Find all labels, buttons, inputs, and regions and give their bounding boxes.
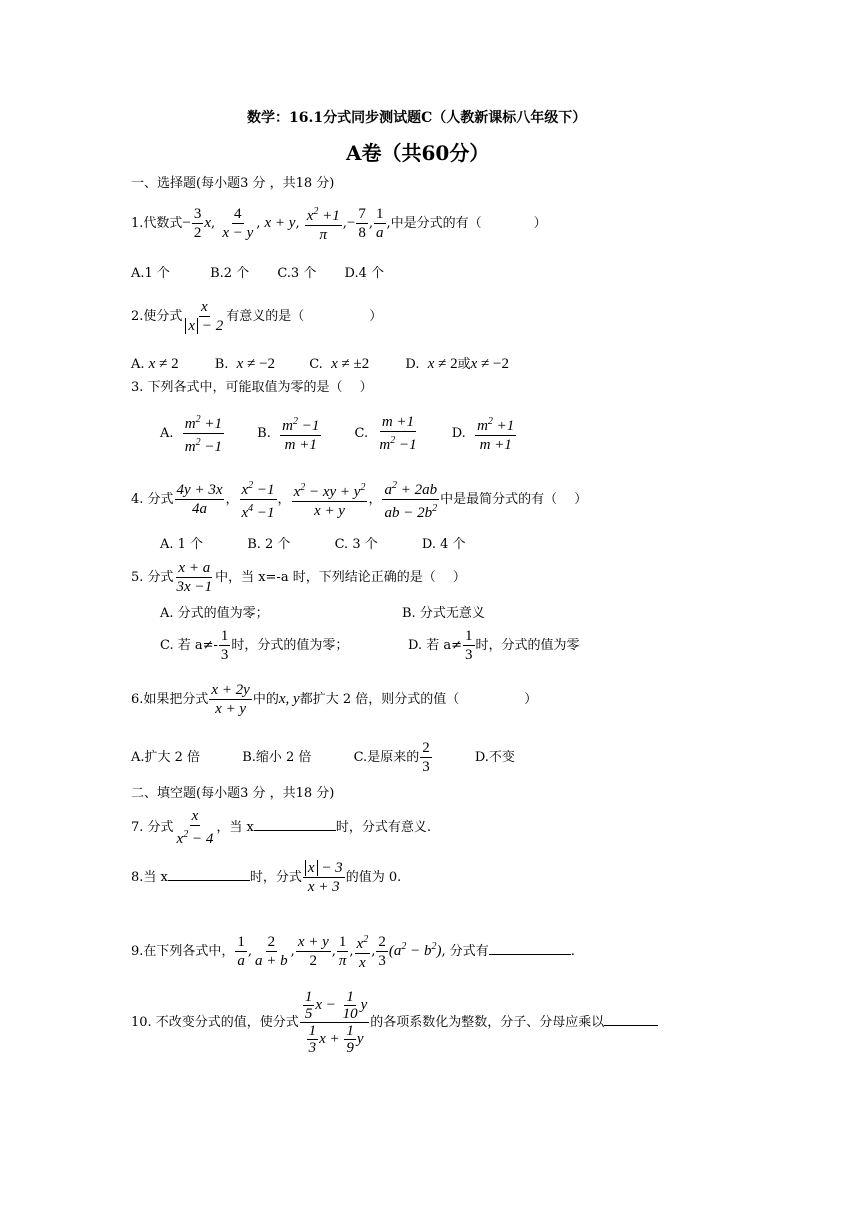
section-heading-choice: 一、选择题(每小题3 分 ，共18 分) — [131, 176, 335, 191]
q4-label: 4. 分式 — [131, 492, 174, 507]
q2-options — [131, 356, 509, 373]
question-6: 6.如果把分式 $\frac{x + 2y}{x + y}$ 中的x, y都扩大 2 倍，则分式的值（ ） — [131, 682, 538, 717]
q4-option-c[interactable]: C. 3 个 — [334, 537, 378, 552]
q8-label: 8.当 x — [131, 870, 168, 885]
section-heading-fill: 二、填空题(每小题3 分 ，共18 分) — [131, 786, 335, 801]
q2-option-a[interactable]: A. x ≠ 2 — [131, 356, 179, 372]
q4-option-d[interactable]: D. 4 个 — [421, 537, 466, 552]
q4-options — [160, 537, 466, 553]
q5-option-a[interactable]: A. 分式的值为零； — [160, 606, 269, 621]
q3-options — [160, 412, 517, 455]
q2-option-c[interactable]: C. x ≠ ±2 — [309, 356, 370, 372]
q6-options — [131, 740, 515, 775]
q1-tail: 中是分式的有（ ） — [390, 216, 547, 231]
q4-tail: 中是最简分式的有（ ） — [440, 492, 588, 507]
q5-tail: 中，当 x=-a 时，下列结论正确的是（ ） — [215, 570, 466, 585]
section-subtitle: A卷（共60分） — [346, 141, 490, 165]
q2-option-b[interactable]: B. x ≠ −2 — [214, 356, 276, 372]
q5-option-c[interactable]: C. 若 a≠- $\frac{1}{3}$ 时，分式的值为零； — [160, 628, 349, 663]
question-3: 3. 下列各式中，可能取值为零的是（ ） — [131, 380, 373, 395]
q10-label: 10. 不改变分式的值，使分式 — [131, 1015, 299, 1030]
page-title: 数学：16.1分式同步测试题C（人教新课标八年级下） — [247, 110, 587, 126]
q6-option-d[interactable]: D.不变 — [474, 750, 515, 765]
q3-option-b[interactable]: B. $\frac{m^2 -1}{m +1}$ — [257, 416, 320, 453]
question-8: 8.当 x 时，分式 $\frac{x - 3}{x + 3}$ 的值为 0. — [131, 860, 402, 895]
q6-tail: 都扩大 2 倍，则分式的值（ ） — [299, 692, 538, 707]
question-9: 9.在下列各式中， $\frac{1}{a}$ , $\frac{2}{a + b}$ , $\frac{x + y}{2}$ , $\frac{1}{\pi}$ , $\frac{x^2}{x}$ , $\frac{2}{3}$ $(a^2 - b^2)$, 分式有 . — [131, 934, 575, 971]
question-7: 7. 分式 $\frac{x}{x^2 - 4}$ ，当 x 时，分式有意义. — [131, 808, 431, 847]
q1-option-d[interactable]: D.4 个 — [344, 266, 384, 281]
q3-option-a[interactable]: A. $\frac{m^2 +1}{m^2 -1}$ — [160, 414, 223, 455]
question-1: 1.代数式− $\frac{3}{2}$ x, $\frac{4}{x - y}$ , x + y, $\frac{x^2 +1}{\pi}$ ,− $\frac{7}{8}$ , $\frac{1}{a}$ ,中是分式的有（ ） — [131, 206, 547, 243]
question-2: 2.使分式 $\frac{x}{x - 2}$ 有意义的是（ ） — [131, 299, 383, 334]
q7-label: 7. 分式 — [131, 820, 174, 835]
q3-option-c[interactable]: C. $\frac{m +1}{m^2 -1}$ — [354, 414, 417, 453]
q4-option-b[interactable]: B. 2 个 — [247, 537, 291, 552]
q5-label: 5. 分式 — [131, 570, 174, 585]
q2-tail: 有意义的是（ ） — [226, 309, 383, 324]
q6-label: 6.如果把分式 — [131, 692, 209, 707]
q5-options-ab — [160, 606, 269, 622]
q9-label: 9.在下列各式中， — [131, 944, 235, 959]
q1-option-c[interactable]: C.3 个 — [277, 266, 317, 281]
question-4: 4. 分式 $\frac{4y + 3x}{4a}$ ， $\frac{x^2 -1}{x^4 -1}$ ， $\frac{x^2 - xy + y^2}{x + y}$ ， $\frac{a^2 + 2ab}{ab - 2b^2}$ 中是最简分式的有（ ） — [131, 480, 588, 521]
q5-option-b[interactable]: B. 分式无意义 — [402, 606, 485, 621]
q6-option-a[interactable]: A.扩大 2 倍 — [131, 750, 201, 765]
q9-answer-blank[interactable] — [489, 942, 571, 955]
question-5: 5. 分式 $\frac{x + a}{3x -1}$ 中，当 x=-a 时，下列结论正确的是（ ） — [131, 560, 466, 595]
q1-label: 1.代数式 — [131, 216, 183, 231]
q1-option-b[interactable]: B.2 个 — [210, 266, 250, 281]
q7-answer-blank[interactable] — [254, 818, 336, 831]
q2-label: 2.使分式 — [131, 309, 183, 324]
q6-option-b[interactable]: B.缩小 2 倍 — [242, 750, 312, 765]
q8-answer-blank[interactable] — [168, 868, 250, 881]
q2-option-d[interactable]: D. x ≠ 2或x ≠ −2 — [405, 356, 510, 372]
q5-option-d[interactable]: D. 若 a≠ $\frac{1}{3}$ 时，分式的值为零 — [408, 628, 580, 663]
q6-option-c[interactable]: C.是原来的 $\frac{2}{3}$ — [353, 740, 430, 775]
q3-option-d[interactable]: D. $\frac{m^2 +1}{m +1}$ — [451, 416, 515, 453]
q1-options — [131, 266, 384, 282]
q1-option-a[interactable]: A.1 个 — [131, 266, 170, 281]
question-10: 10. 不改变分式的值，使分式 $\frac{1}{5}$ x − $\frac{1}{10}$ y $\frac{1}{3}$ x + $\frac{1}{9}$ y 的各项系数化为整数，分子、分母应乘以 — [131, 990, 658, 1055]
q4-option-a[interactable]: A. 1 个 — [160, 537, 204, 552]
q10-answer-blank[interactable] — [604, 1013, 658, 1026]
